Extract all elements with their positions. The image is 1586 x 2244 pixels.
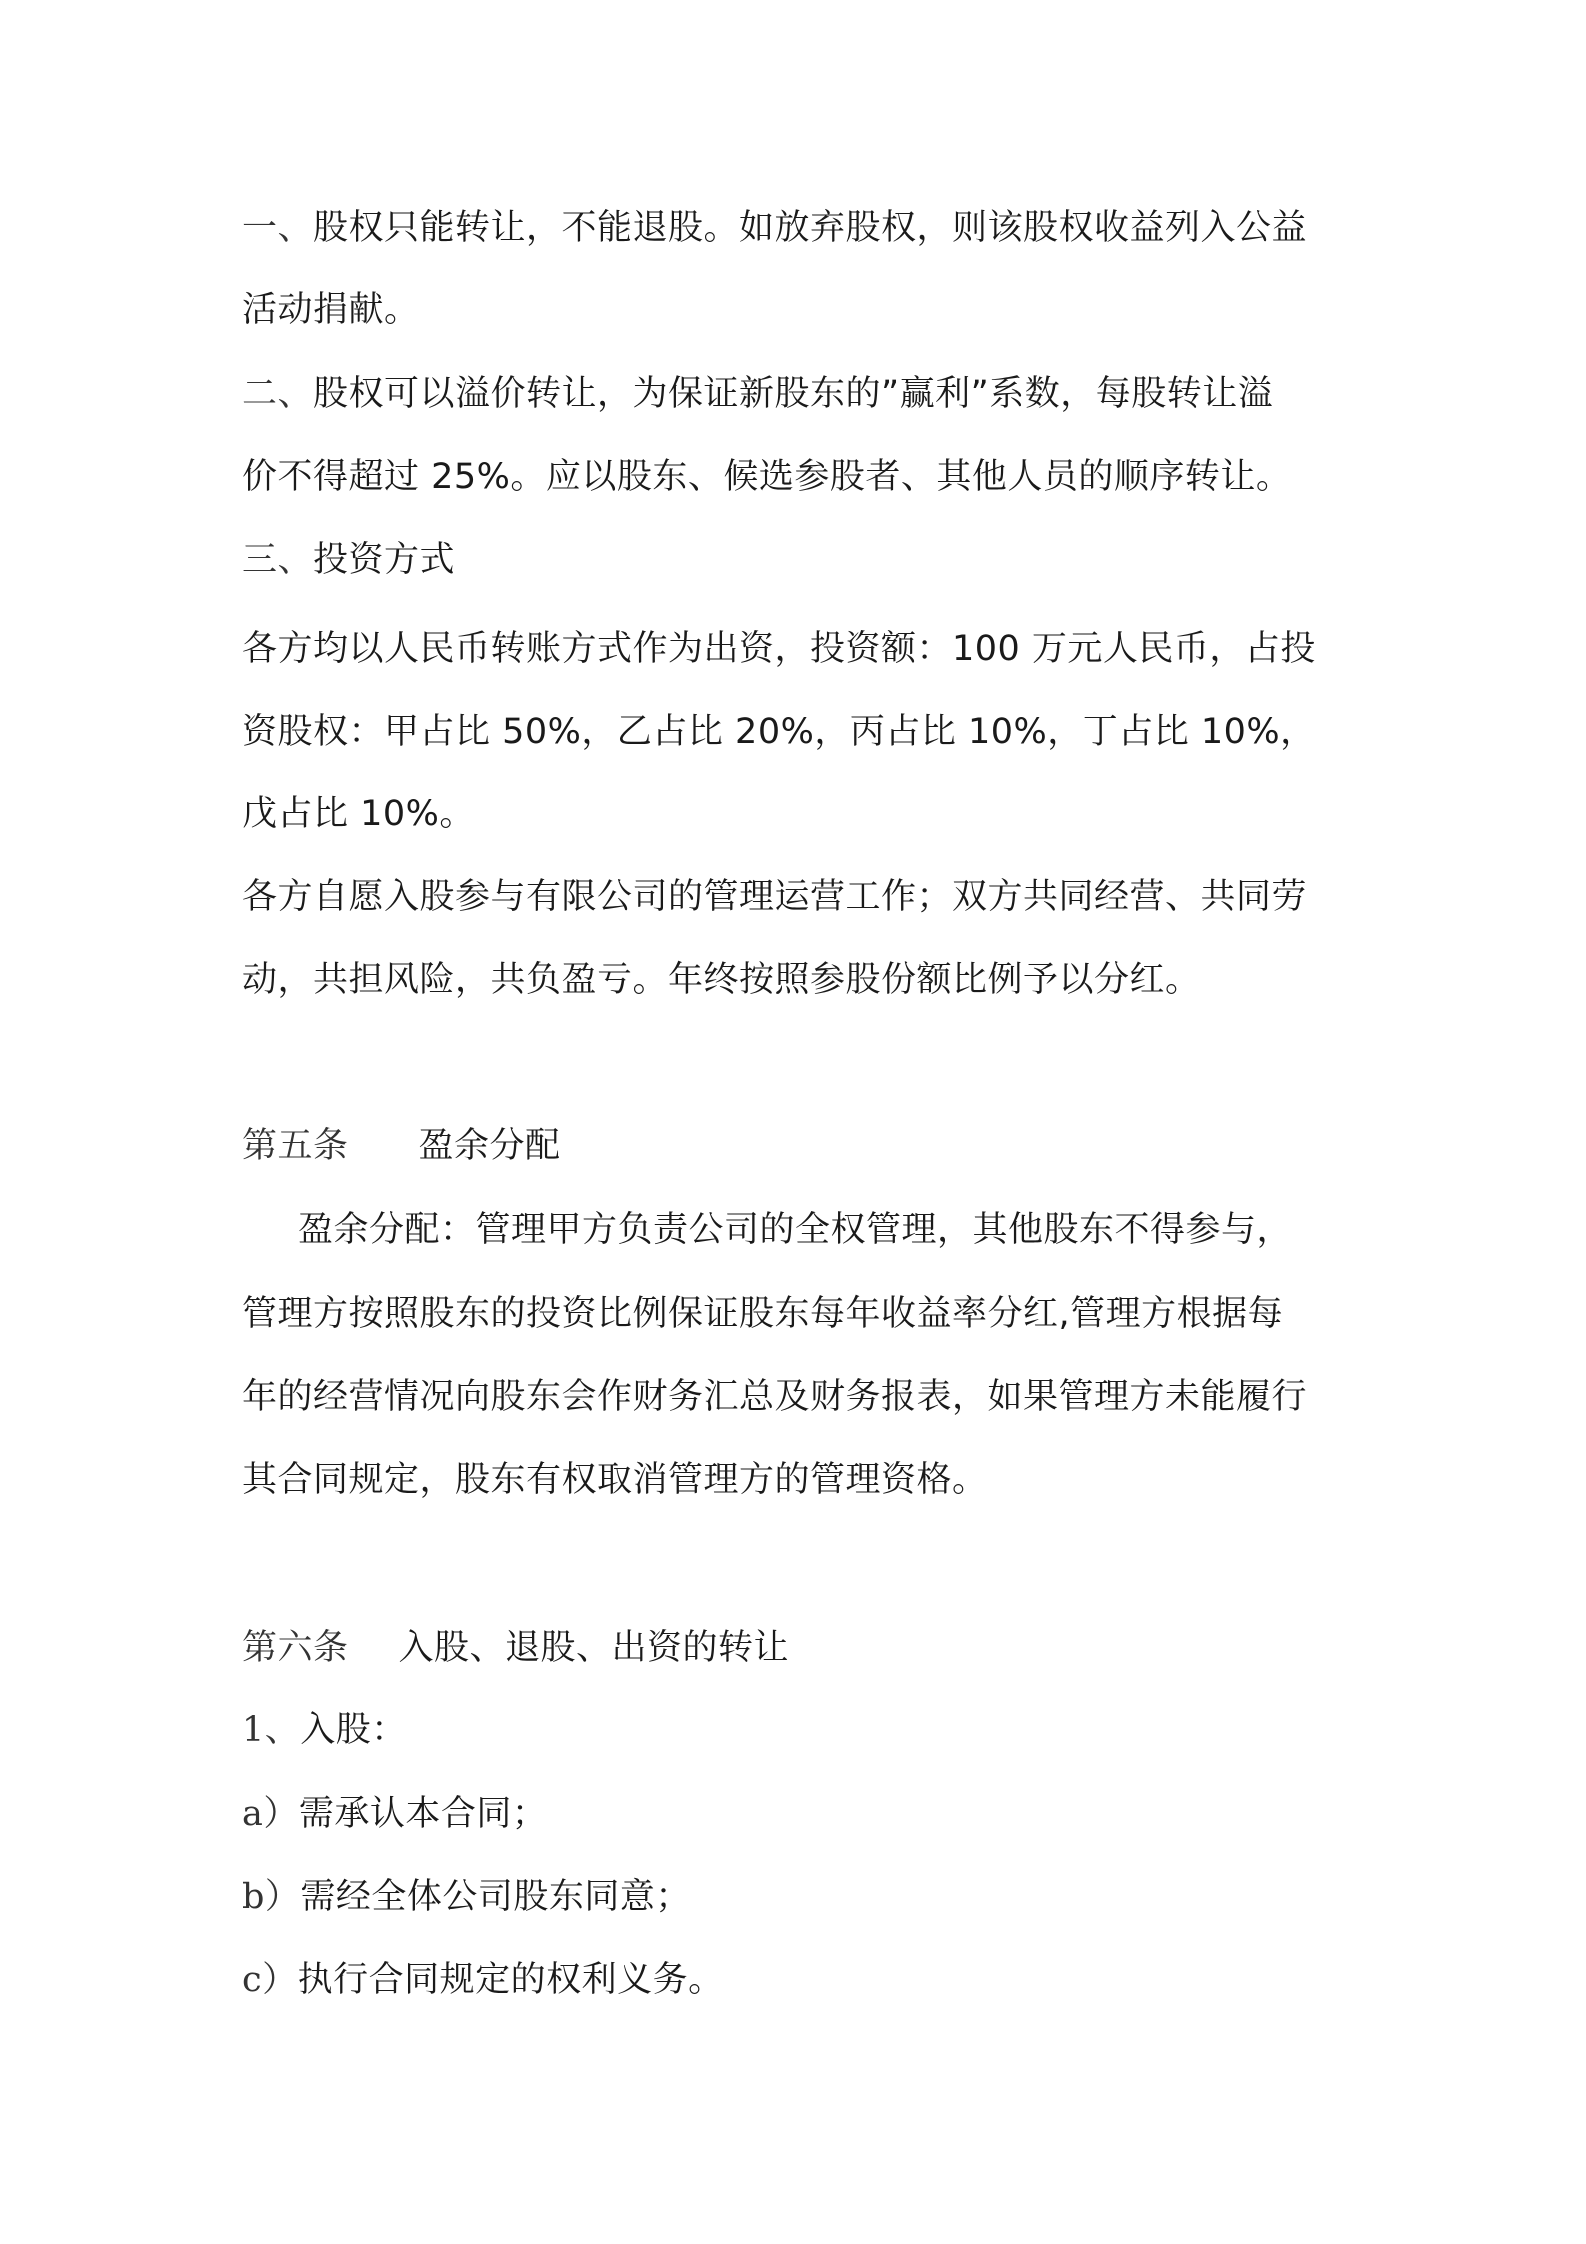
invest-line-1: 各方均以人民币转账方式作为出资，投资额：100 万元人民币，占投 (242, 629, 1316, 669)
list-item-c-marker: c） (242, 1960, 298, 2000)
article-5-line-4: 其合同规定，股东有权取消管理方的管理资格。 (242, 1460, 988, 1500)
list-item-b-marker: b） (242, 1877, 301, 1917)
list-item-a-text: 需承认本合同； (298, 1794, 548, 1834)
article-6-label: 第六条 (242, 1628, 349, 1668)
item-2-line-2: 价不得超过 25%。应以股东、候选参股者、其他人员的顺序转让。 (242, 457, 1292, 497)
article-5-line-2: 管理方按照股东的投资比例保证股东每年收益率分红,管理方根据每 (242, 1294, 1284, 1334)
item-3-marker: 三、 (242, 540, 314, 580)
item-2-marker: 二、 (242, 374, 314, 414)
article-5-label: 第五条 (242, 1126, 349, 1166)
article-5-line-3: 年的经营情况向股东会作财务汇总及财务报表，如果管理方未能履行 (242, 1377, 1308, 1417)
article-5-title: 盈余分配 (418, 1126, 561, 1166)
list-item-c (242, 1955, 1362, 2005)
list-item-b-text: 需经全体公司股东同意； (300, 1877, 691, 1917)
item-3-title: 投资方式 (313, 540, 456, 580)
article-6-sub-1-title: 入股： (300, 1710, 407, 1750)
article-5-line-1: 盈余分配：管理甲方负责公司的全权管理，其他股东不得参与， (298, 1210, 1293, 1250)
manage-line-1: 各方自愿入股参与有限公司的管理运营工作；双方共同经营、共同劳 (242, 877, 1308, 917)
article-6-title: 入股、退股、出资的转让 (398, 1628, 790, 1668)
item-1-marker: 一、 (242, 208, 314, 248)
article-6-sub-1-marker: 1、 (242, 1710, 301, 1750)
list-item-c-text: 执行合同规定的权利义务。 (297, 1960, 724, 2000)
item-1-line-2: 活动捐献。 (242, 290, 420, 330)
item-3-heading (242, 535, 1362, 585)
item-1-line-1 (242, 203, 1362, 253)
article-6-sub-1 (242, 1705, 1362, 1755)
item-1-text: 股权只能转让，不能退股。如放弃股权，则该股权收益列入公益 (313, 208, 1308, 248)
item-2-text: 股权可以溢价转让，为保证新股东的”赢利”系数，每股转让溢 (313, 374, 1274, 414)
article-5-heading (242, 1121, 1362, 1171)
item-2-line-1 (242, 369, 1362, 419)
invest-line-2: 资股权：甲占比 50%，乙占比 20%，丙占比 10%，丁占比 10%， (242, 712, 1316, 752)
list-item-a (242, 1789, 1362, 1839)
list-item-a-marker: a） (242, 1794, 299, 1834)
article-6-heading (242, 1623, 1362, 1673)
invest-line-3: 戊占比 10%。 (242, 794, 475, 834)
manage-line-2: 动，共担风险，共负盈亏。年终按照参股份额比例予以分红。 (242, 960, 1201, 1000)
list-item-b (242, 1872, 1362, 1922)
